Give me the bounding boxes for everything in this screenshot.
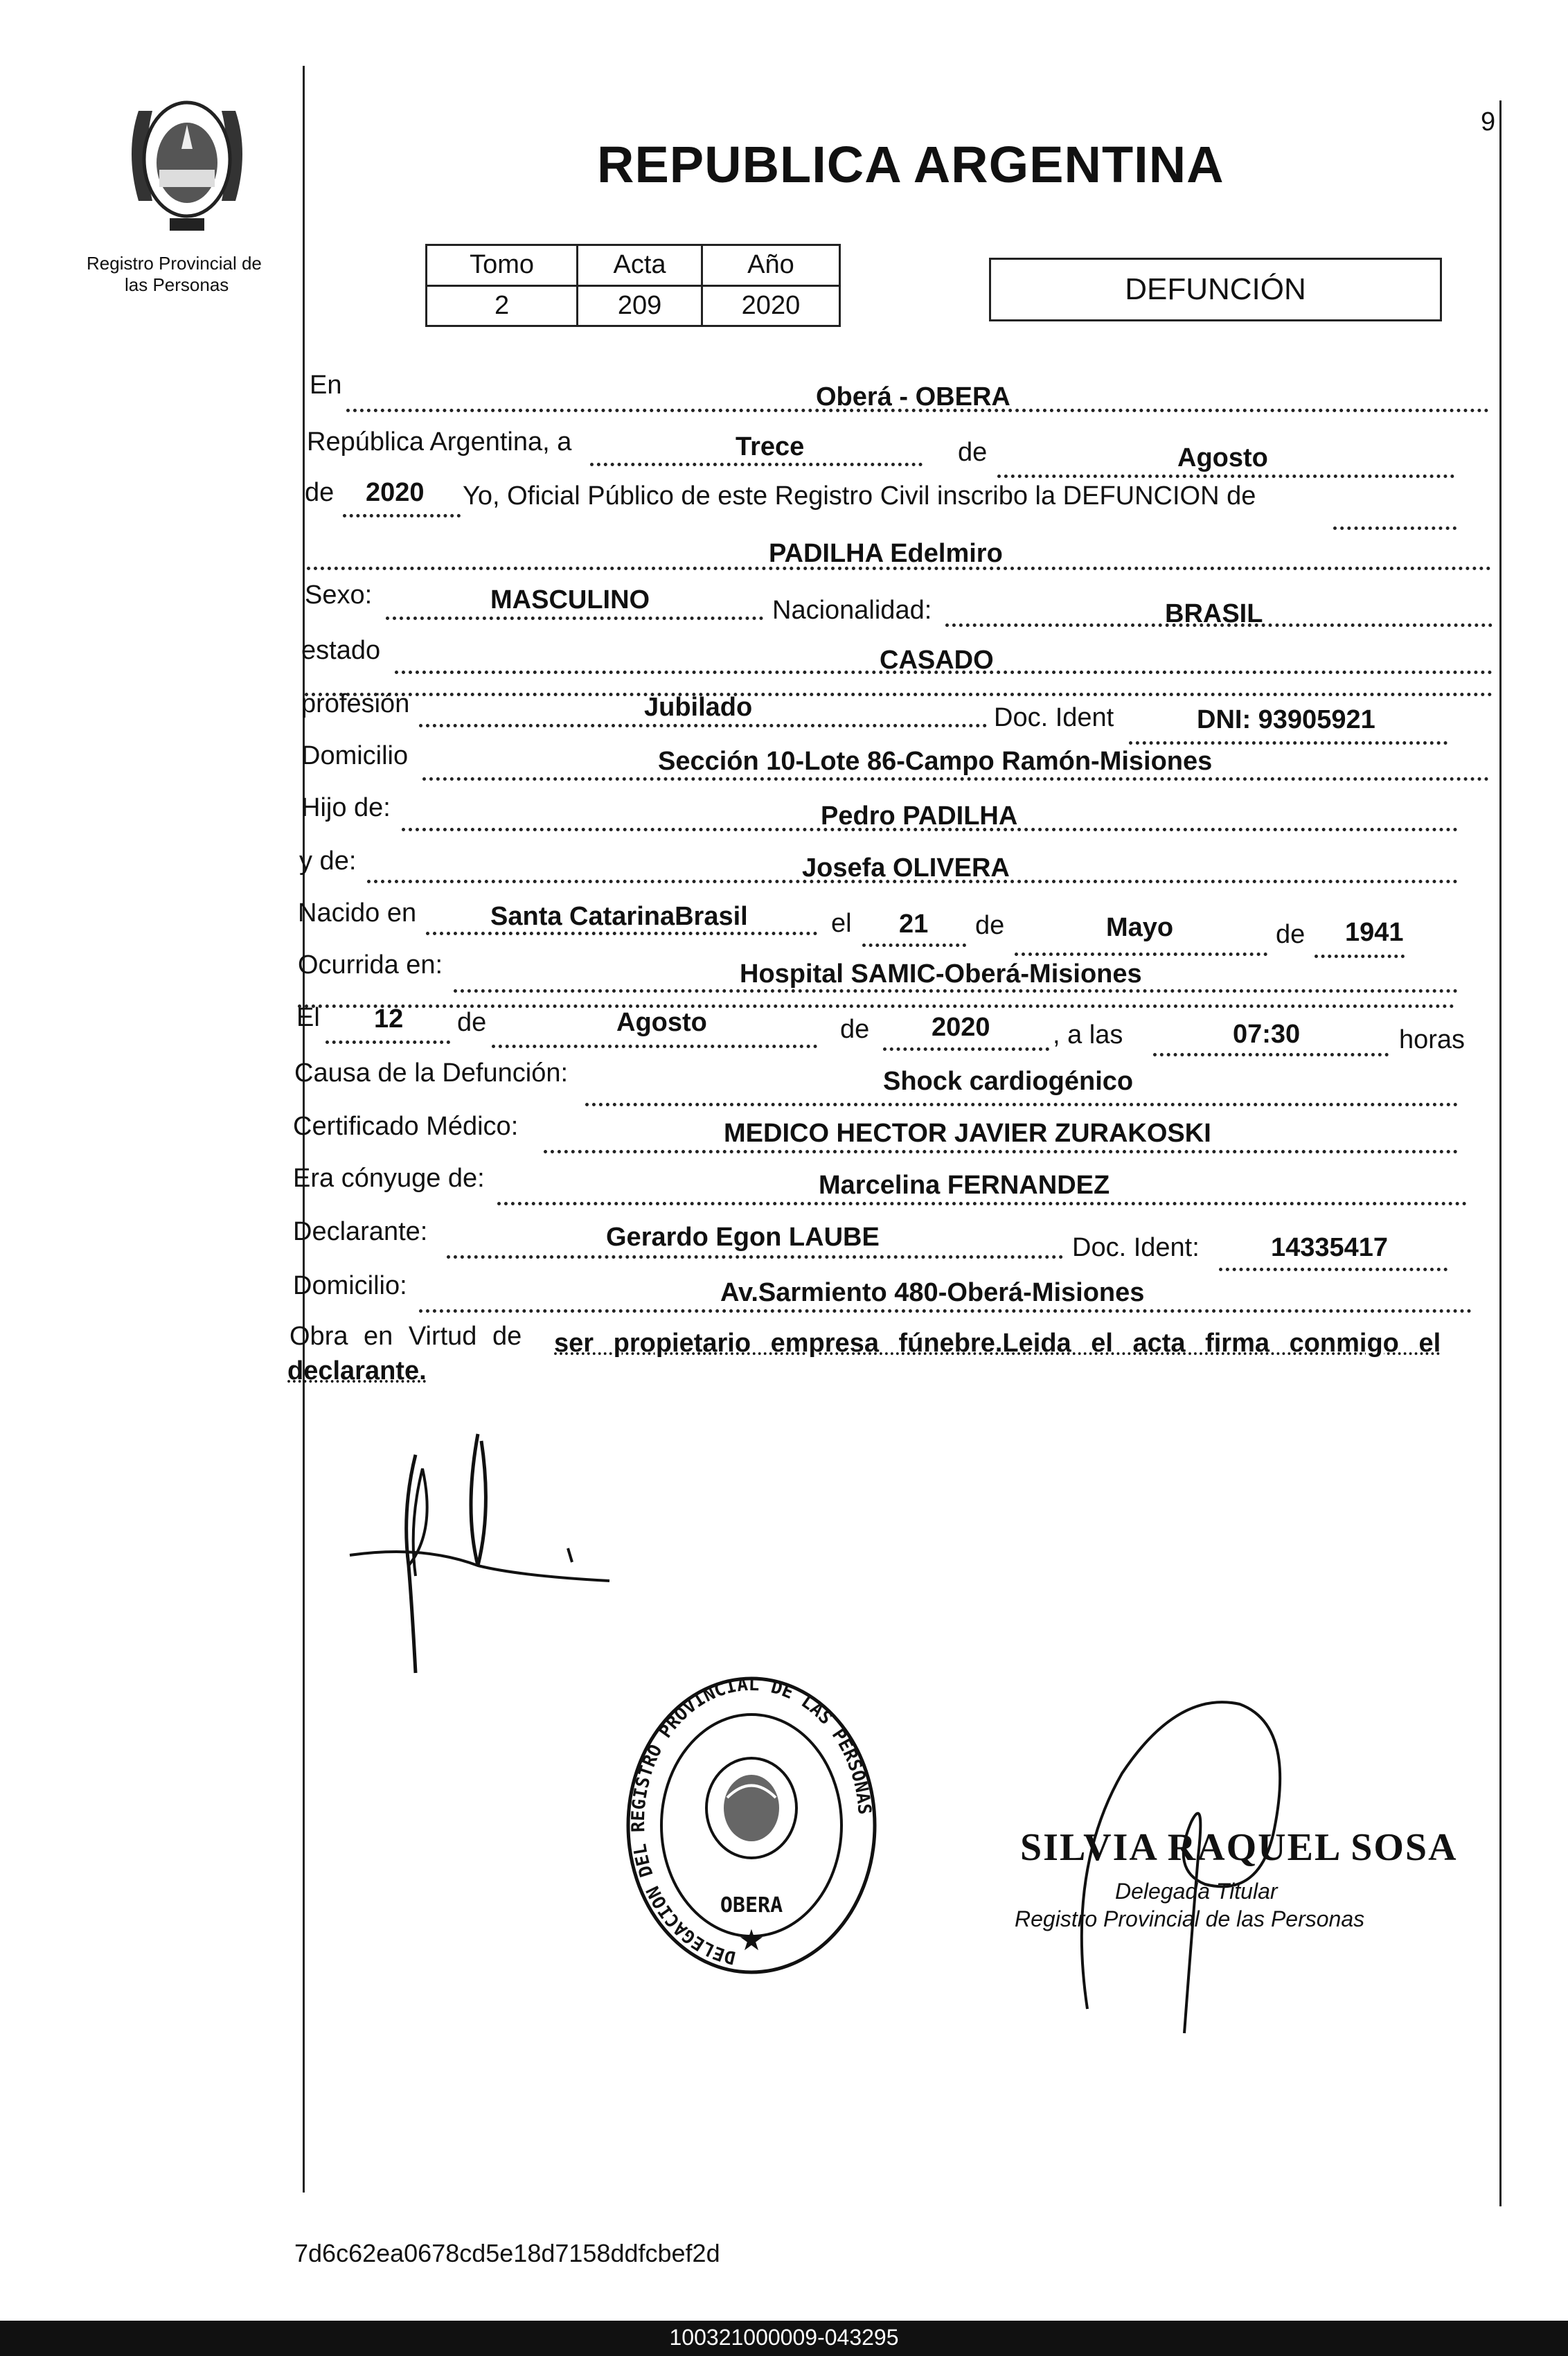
dotted-line (585, 1103, 1458, 1106)
record-type-box: DEFUNCIÓN (989, 258, 1442, 321)
page-number: 9 (1481, 107, 1496, 136)
value-birth-month: Mayo (1106, 913, 1174, 942)
official-office: Registro Provincial de las Personas (1015, 1906, 1365, 1931)
volume-table (425, 244, 841, 327)
value-profession: Jubilado (644, 693, 753, 722)
label-yo-statement: Yo, Oficial Público de este Registro Civil inscribo la DEFUNCION de (463, 481, 1256, 511)
dotted-line (326, 1040, 450, 1044)
label-profesion: profesión (301, 689, 410, 718)
barcode-id: 100321000009-043295 (669, 2325, 899, 2350)
label-de-death-year: de (840, 1015, 870, 1044)
label-de-birth-year: de (1276, 920, 1306, 949)
label-declarante: Declarante: (293, 1217, 428, 1246)
label-de: de (958, 438, 988, 467)
dotted-line (343, 514, 461, 517)
dotted-line (386, 617, 763, 620)
dotted-line (492, 1045, 817, 1048)
right-margin-line (1499, 100, 1502, 2206)
value-declarant-address: Av.Sarmiento 480-Oberá-Misiones (720, 1278, 1145, 1307)
value-remarks-line1: ser propietario empresa fúnebre.Leida el acta firma conmigo el (554, 1329, 1441, 1358)
label-estado: estado (301, 636, 381, 665)
volume-value-acta: 209 (578, 285, 702, 326)
label-el-cap: El (296, 1003, 320, 1032)
value-spouse: Marcelina FERNANDEZ (819, 1171, 1110, 1200)
value-death-day: 12 (374, 1004, 404, 1034)
dotted-line (1153, 1053, 1389, 1056)
value-remarks-line2: declarante. (287, 1356, 427, 1385)
label-sexo: Sexo: (305, 581, 373, 610)
document-hash: 7d6c62ea0678cd5e18d7158ddfcbef2d (294, 2239, 720, 2267)
official-name: SILVIA RAQUEL SOSA (1020, 1826, 1458, 1869)
label-conyuge: Era cónyuge de: (293, 1164, 485, 1193)
dotted-line (544, 1150, 1458, 1153)
declarant-signature (339, 1427, 616, 1676)
value-death-time: 07:30 (1233, 1020, 1301, 1049)
label-domicilio: Domicilio (301, 741, 409, 770)
registry-name-line2: las Personas (125, 274, 229, 295)
dotted-line (1129, 741, 1447, 745)
volume-value-ano: 2020 (702, 285, 839, 326)
value-birth-place: Santa CatarinaBrasil (490, 902, 748, 931)
value-sex: MASCULINO (490, 585, 650, 614)
value-nationality: BRASIL (1165, 599, 1263, 628)
value-death-year: 2020 (932, 1013, 990, 1042)
dotted-line (497, 1202, 1467, 1205)
volume-header-acta: Acta (578, 245, 702, 286)
volume-header-ano: Año (702, 245, 839, 286)
volume-header-tomo: Tomo (427, 245, 578, 286)
registry-name-line1: Registro Provincial de (87, 253, 262, 274)
label-obra: Obra en Virtud de (289, 1322, 522, 1351)
stamp-city: OBERA (720, 1893, 783, 1917)
dotted-line (1333, 526, 1456, 530)
label-de-birth: de (975, 911, 1005, 940)
value-certificate: MEDICO HECTOR JAVIER ZURAKOSKI (724, 1119, 1211, 1148)
dotted-line (447, 1255, 1063, 1259)
label-republica: República Argentina, a (307, 427, 572, 457)
value-month: Agosto (1177, 443, 1268, 472)
dotted-line (426, 932, 817, 935)
label-el: el (831, 909, 852, 938)
dotted-line (1015, 953, 1267, 956)
footer-bar (0, 2321, 1568, 2356)
value-birth-year: 1941 (1345, 918, 1404, 947)
label-nacido-en: Nacido en (298, 898, 417, 928)
label-causa: Causa de la Defunción: (294, 1059, 569, 1088)
label-certificado: Certificado Médico: (293, 1112, 519, 1141)
value-birth-day: 21 (899, 910, 929, 939)
value-declarant-doc: 14335417 (1271, 1233, 1389, 1262)
value-name: PADILHA Edelmiro (769, 539, 1003, 568)
value-place: Oberá - OBERA (816, 382, 1010, 411)
official-title: Delegada Titular (1115, 1879, 1278, 1904)
value-day: Trece (736, 432, 805, 461)
label-en: En (310, 371, 342, 400)
label-horas: horas (1399, 1025, 1465, 1054)
value-address: Sección 10-Lote 86-Campo Ramón-Misiones (658, 747, 1213, 776)
label-hijo-de: Hijo de: (301, 793, 391, 822)
dotted-line (1315, 955, 1405, 958)
volume-value-tomo: 2 (427, 285, 578, 326)
dotted-line (862, 944, 966, 947)
official-seal-stamp (623, 1676, 880, 1981)
label-doc-ident: Doc. Ident (994, 703, 1114, 732)
dotted-line (883, 1047, 1049, 1051)
dotted-line (997, 475, 1454, 478)
page-title: REPUBLICA ARGENTINA (597, 136, 1224, 193)
value-cause: Shock cardiogénico (883, 1067, 1134, 1096)
dotted-line (1219, 1268, 1447, 1271)
value-civil-status: CASADO (880, 646, 994, 675)
dotted-line (422, 777, 1489, 781)
label-ocurrida-en: Ocurrida en: (298, 950, 443, 980)
label-y-de: y de: (299, 847, 357, 876)
value-declarant: Gerardo Egon LAUBE (606, 1223, 880, 1252)
value-mother: Josefa OLIVERA (802, 853, 1010, 883)
label-doc-ident-declarant: Doc. Ident: (1072, 1233, 1200, 1262)
label-a-las: , a las (1053, 1020, 1123, 1049)
dotted-line (454, 989, 1458, 993)
province-seal-logo (111, 83, 263, 242)
value-father: Pedro PADILHA (821, 801, 1018, 831)
label-de-year: de (305, 478, 335, 507)
label-de-death: de (457, 1008, 487, 1037)
value-document: DNI: 93905921 (1197, 705, 1375, 734)
dotted-line (590, 463, 923, 466)
svg-text:★: ★ (738, 1924, 765, 1956)
label-nacionalidad: Nacionalidad: (772, 596, 932, 625)
dotted-line (305, 693, 1493, 696)
value-death-month: Agosto (616, 1008, 707, 1037)
dotted-line (419, 724, 987, 727)
stamp-ring-text: DELEGACION DEL REGISTRO PROVINCIAL DE LAS PERSONAS (627, 1676, 875, 1968)
value-death-place: Hospital SAMIC-Oberá-Misiones (740, 959, 1142, 989)
dotted-line (419, 1309, 1472, 1313)
label-domicilio-declarant: Domicilio: (293, 1271, 407, 1300)
value-year: 2020 (366, 478, 425, 507)
